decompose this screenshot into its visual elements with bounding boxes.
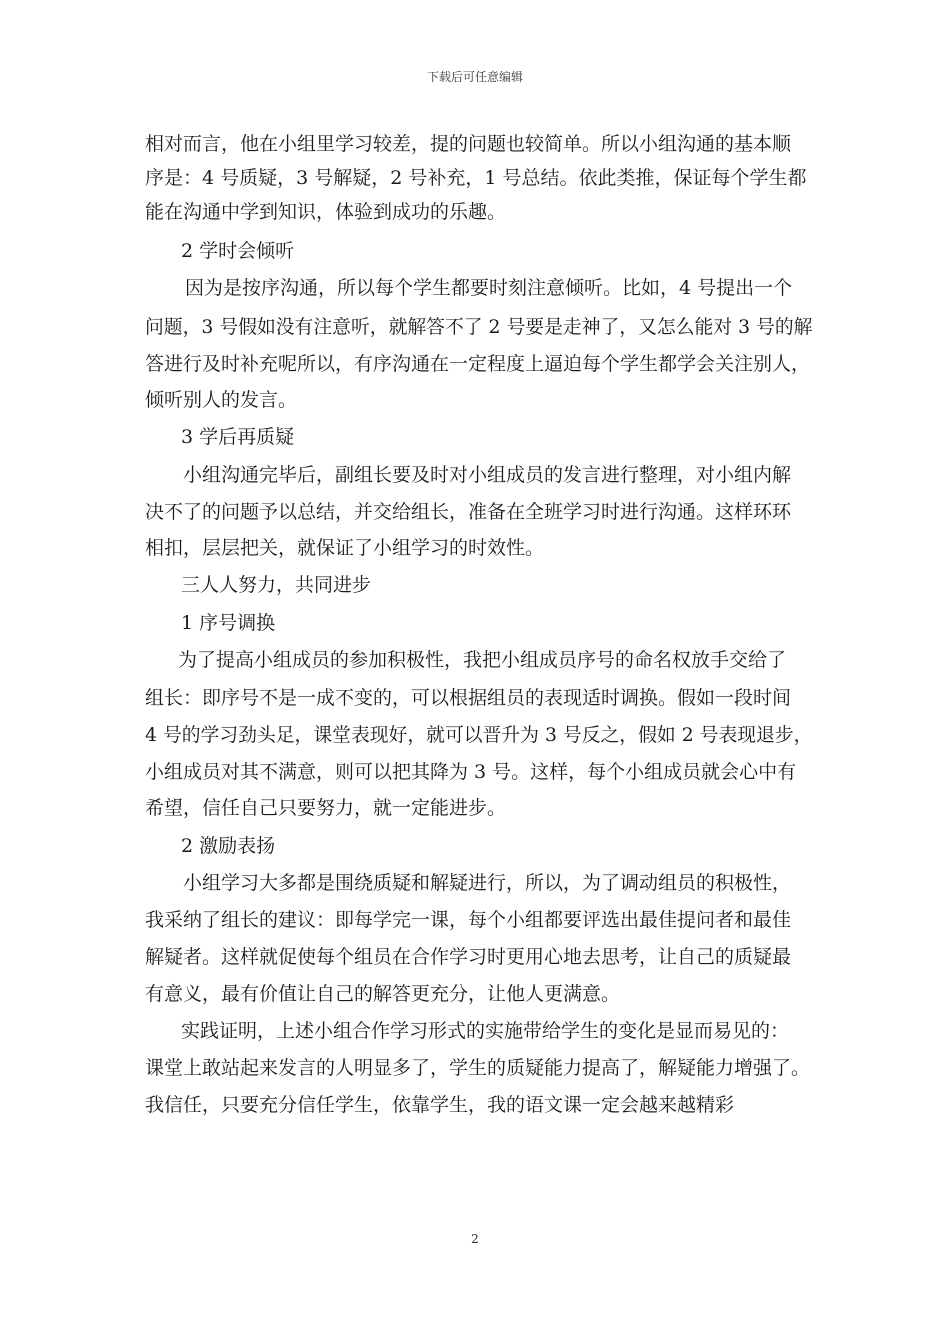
section-heading: 3 学后再质疑	[181, 426, 295, 448]
text-line: 希望，信任自己只要努力，就一定能进步。	[145, 797, 507, 819]
section-heading: 2 激励表扬	[181, 835, 276, 857]
text-line: 问题，3 号假如没有注意听，就解答不了 2 号要是走神了，又怎么能对 3 号的解	[145, 316, 813, 338]
text-line: 实践证明，上述小组合作学习形式的实施带给学生的变化是显而易见的：	[181, 1020, 790, 1042]
text-line: 小组成员对其不满意，则可以把其降为 3 号。这样，每个小组成员就会心中有	[145, 761, 797, 783]
section-heading: 三人人努力，共同进步	[181, 574, 372, 596]
text-line: 决不了的问题予以总结，并交给组长，准备在全班学习时进行沟通。这样环环	[145, 501, 792, 523]
text-line: 我信任，只要充分信任学生，依靠学生，我的语文课一定会越来越精彩	[145, 1094, 735, 1116]
text-line: 组长：即序号不是一成不变的，可以根据组员的表现适时调换。假如一段时间	[145, 687, 792, 709]
text-line: 为了提高小组成员的参加积极性，我把小组成员序号的命名权放手交给了	[178, 649, 787, 671]
text-line: 答进行及时补充呢所以，有序沟通在一定程度上逼迫每个学生都学会关注别人，	[145, 353, 811, 375]
section-heading: 2 学时会倾听	[181, 240, 295, 262]
text-line: 因为是按序沟通，所以每个学生都要时刻注意倾听。比如，4 号提出一个	[185, 277, 793, 299]
text-line: 小组学习大多都是围绕质疑和解疑进行，所以，为了调动组员的积极性，	[183, 872, 792, 894]
text-line: 相扣，层层把关，就保证了小组学习的时效性。	[145, 537, 545, 559]
text-line: 有意义，最有价值让自己的解答更充分，让他人更满意。	[145, 983, 621, 1005]
text-line: 课堂上敢站起来发言的人明显多了，学生的质疑能力提高了，解疑能力增强了。	[145, 1057, 811, 1079]
text-line: 小组沟通完毕后，副组长要及时对小组成员的发言进行整理，对小组内解	[183, 464, 792, 486]
text-line: 能在沟通中学到知识，体验到成功的乐趣。	[145, 201, 507, 223]
text-line: 我采纳了组长的建议：即每学完一课，每个小组都要评选出最佳提问者和最佳	[145, 909, 792, 931]
text-line: 解疑者。这样就促使每个组员在合作学习时更用心地去思考，让自己的质疑最	[145, 946, 792, 968]
page-header: 下载后可任意编辑	[426, 70, 523, 84]
text-line: 4 号的学习劲头足，课堂表现好，就可以晋升为 3 号反之，假如 2 号表现退步，	[145, 724, 813, 746]
page-number: 2	[471, 1232, 479, 1246]
section-heading: 1 序号调换	[181, 612, 276, 634]
text-line: 倾听别人的发言。	[145, 389, 298, 411]
text-line: 相对而言，他在小组里学习较差，提的问题也较简单。所以小组沟通的基本顺	[145, 133, 792, 155]
text-line: 序是：4 号质疑，3 号解疑，2 号补充，1 号总结。依此类推，保证每个学生都	[145, 167, 807, 189]
